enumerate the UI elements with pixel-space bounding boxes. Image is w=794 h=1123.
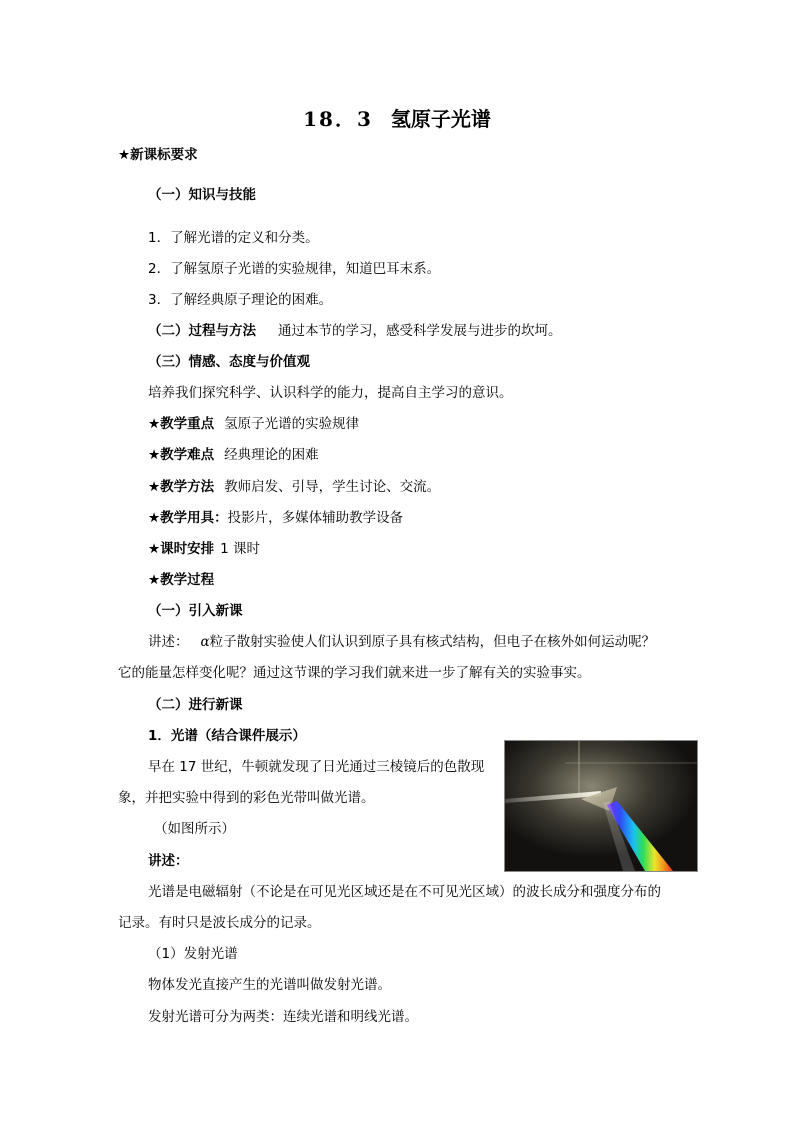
difficulty-text: 经典理论的困难 — [224, 447, 319, 463]
method-text: 教师启发、引导，学生讨论、交流。 — [224, 479, 441, 495]
title-text: 氢原子光谱 — [390, 107, 491, 131]
knowledge-item: 3．了解经典原子理论的困难。 — [148, 292, 333, 308]
intro-heading: （一）引入新课 — [148, 603, 243, 619]
prism-dispersion-illustration — [505, 741, 697, 871]
difficulty-label: ★教学难点 — [148, 447, 215, 463]
schedule-text: 1 课时 — [220, 541, 260, 557]
prism-dispersion-image — [504, 740, 698, 872]
new-lesson-heading: （二）进行新课 — [148, 697, 243, 713]
figure-caption: （如图所示） — [154, 821, 235, 837]
tools-text: 投影片，多媒体辅助教学设备 — [227, 510, 404, 526]
definition-line-2: 记录。有时只是波长成分的记录。 — [118, 915, 321, 931]
key-point-row — [148, 415, 359, 433]
section-new-standard: ★新课标要求 — [118, 147, 198, 163]
key-point-text: 氢原子光谱的实验规律 — [224, 416, 360, 432]
emission-types: 发射光谱可分为两类：连续光谱和明线光谱。 — [148, 1009, 418, 1025]
emotion-text: 培养我们探究科学、认识科学的能力，提高自主学习的意识。 — [148, 385, 513, 401]
emotion-heading: （三）情感、态度与价值观 — [148, 354, 310, 370]
intro-line-1 — [148, 633, 655, 651]
process-row — [148, 322, 562, 340]
schedule-row — [148, 540, 260, 558]
lecture-label: 讲述： — [148, 853, 189, 869]
alpha-symbol: α — [200, 634, 210, 650]
spectrum-text-2: 象，并把实验中得到的彩色光带叫做光谱。 — [118, 790, 375, 806]
title-number: 18．3 — [303, 107, 373, 131]
process-text: 通过本节的学习，感受科学发展与进步的坎坷。 — [278, 323, 562, 339]
key-point-label: ★教学重点 — [148, 416, 215, 432]
intro-prefix: 讲述： — [148, 634, 189, 650]
intro-line-1-text: 粒子散射实验使人们认识到原子具有核式结构，但电子在核外如何运动呢？ — [209, 634, 656, 650]
emission-heading: （1）发射光谱 — [148, 946, 238, 962]
method-row — [148, 478, 440, 496]
intro-line-2: 它的能量怎样变化呢？通过这节课的学习我们就来进一步了解有关的实验事实。 — [118, 665, 591, 681]
definition-line-1: 光谱是电磁辐射（不论是在可见光区域还是在不可见光区域）的波长成分和强度分布的 — [148, 884, 661, 900]
teaching-process: ★教学过程 — [148, 572, 215, 588]
schedule-label: ★课时安排 — [148, 541, 215, 557]
process-heading: （二）过程与方法 — [148, 323, 256, 339]
tools-label: ★教学用具： — [148, 510, 228, 526]
knowledge-item: 2．了解氢原子光谱的实验规律，知道巴耳末系。 — [148, 261, 441, 277]
method-label: ★教学方法 — [148, 479, 215, 495]
knowledge-item: 1．了解光谱的定义和分类。 — [148, 230, 319, 246]
spectrum-text-1: 早在 17 世纪，牛顿就发现了日光通过三棱镜后的色散现 — [148, 759, 485, 775]
difficulty-row — [148, 446, 319, 464]
spectrum-heading: 1．光谱（结合课件展示） — [148, 728, 306, 744]
tools-row — [148, 509, 403, 527]
knowledge-heading: （一）知识与技能 — [148, 187, 256, 203]
emission-definition: 物体发光直接产生的光谱叫做发射光谱。 — [148, 977, 391, 993]
page-title — [0, 106, 794, 132]
